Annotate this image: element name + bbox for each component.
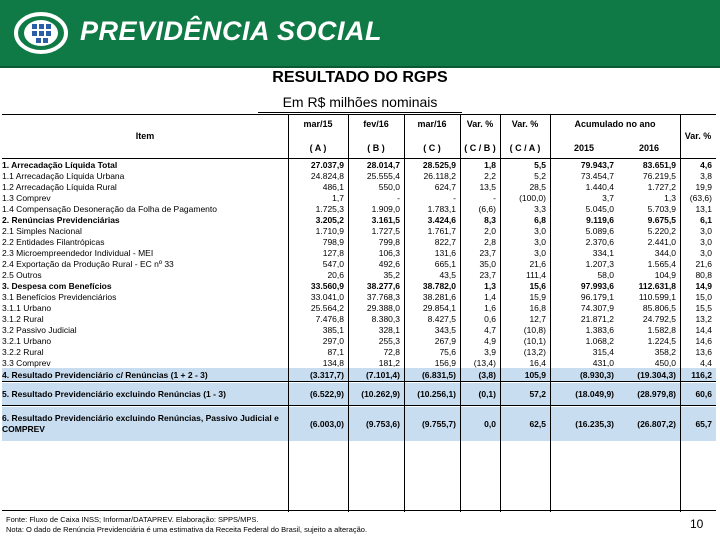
table-row xyxy=(2,383,716,405)
row-value: 37.768,3 xyxy=(366,291,400,302)
row-value: 1,3 xyxy=(664,192,676,203)
row-value: 97.993,6 xyxy=(580,280,614,291)
row-value: (6.831,5) xyxy=(421,369,456,380)
brand-name: PREVIDÊNCIA SOCIAL xyxy=(80,16,383,46)
row-value: (8.930,3) xyxy=(579,369,614,380)
row-value: 2,2 xyxy=(484,170,496,181)
row-value: 43,5 xyxy=(439,269,456,280)
row-value: 7.476,8 xyxy=(315,313,344,324)
row-value: 1.207,3 xyxy=(585,258,614,269)
row-label: 3.1 Benefícios Previdenciários xyxy=(2,291,117,302)
column-divider xyxy=(680,115,681,512)
column-divider xyxy=(460,115,461,512)
row-value: 3.424,6 xyxy=(427,214,456,225)
row-value: 1.909,0 xyxy=(371,203,400,214)
row-value: 5.089,6 xyxy=(585,225,614,236)
row-value: 15,9 xyxy=(529,291,546,302)
row-value: 1,8 xyxy=(484,159,496,170)
column-divider xyxy=(550,115,551,512)
row-value: 550,0 xyxy=(378,181,400,192)
row-value: 181,2 xyxy=(378,357,400,368)
row-value: 19,9 xyxy=(695,181,712,192)
row-value: 14,9 xyxy=(695,280,712,291)
row-value: 23,7 xyxy=(479,269,496,280)
header-banner xyxy=(0,0,720,66)
row-label: 2.5 Outros xyxy=(2,269,42,280)
row-label: 1.2 Arrecadação Líquida Rural xyxy=(2,181,117,192)
row-value: 26.118,2 xyxy=(423,170,456,181)
row-value: 3,0 xyxy=(534,225,546,236)
row-label: 4. Resultado Previdenciário c/ Renúncias (1 + 2 - 3) xyxy=(2,369,208,380)
header-cb: ( C / B ) xyxy=(464,143,496,153)
row-label: 1.3 Comprev xyxy=(2,192,51,203)
row-value: 6,8 xyxy=(534,214,546,225)
row-label: 3.3 Comprev xyxy=(2,357,51,368)
header-a: ( A ) xyxy=(309,143,327,153)
table-row xyxy=(2,335,716,346)
previdencia-logo-icon xyxy=(14,12,68,54)
row-value: 21.871,2 xyxy=(580,313,614,324)
row-value: 72,8 xyxy=(383,346,400,357)
row-value: 3,3 xyxy=(534,203,546,214)
header-2016: 2016 xyxy=(638,143,660,153)
header-item: Item xyxy=(135,131,155,141)
row-value: 131,6 xyxy=(434,247,456,258)
row-label: 2.1 Simples Nacional xyxy=(2,225,82,236)
table-header-row-2 xyxy=(2,139,716,157)
row-label: 2.4 Exportação da Produção Rural - EC nº 33 xyxy=(2,258,174,269)
row-value: 38.281,6 xyxy=(422,291,456,302)
row-value: 33.560,9 xyxy=(310,280,344,291)
row-value: 255,3 xyxy=(378,335,400,346)
row-value: 85.806,5 xyxy=(642,302,676,313)
section-divider xyxy=(2,405,716,406)
rgps-table xyxy=(2,114,716,511)
row-value: 8,3 xyxy=(484,214,496,225)
row-value: 8.380,3 xyxy=(371,313,400,324)
row-value: 65,7 xyxy=(695,419,712,429)
table-row xyxy=(2,181,716,192)
row-value: 1.783,1 xyxy=(427,203,456,214)
row-label: 2.2 Entidades Filantrópicas xyxy=(2,236,105,247)
page-subtitle: Em R$ milhões nominais xyxy=(282,94,438,110)
column-divider xyxy=(404,115,405,512)
row-value: 83.651,9 xyxy=(642,159,676,170)
row-value: 344,0 xyxy=(654,247,676,258)
row-value: 822,7 xyxy=(434,236,456,247)
row-value: 16,4 xyxy=(529,357,546,368)
header-mar16: mar/16 xyxy=(417,119,447,129)
header-b: ( B ) xyxy=(367,143,385,153)
table-row xyxy=(2,407,716,441)
row-value: 334,1 xyxy=(592,247,614,258)
table-row xyxy=(2,170,716,181)
row-value: 6,1 xyxy=(700,214,712,225)
table-row xyxy=(2,291,716,302)
row-value: 12,7 xyxy=(529,313,546,324)
row-value: 1.725,3 xyxy=(315,203,344,214)
row-value: 4,7 xyxy=(484,324,496,335)
row-value: 104,9 xyxy=(654,269,676,280)
row-value: 35,2 xyxy=(383,269,400,280)
row-value: 492,6 xyxy=(378,258,400,269)
row-value: 14,4 xyxy=(695,324,712,335)
row-value: 73.454,7 xyxy=(580,170,614,181)
row-value: 624,7 xyxy=(434,181,456,192)
row-value: 74.307,9 xyxy=(580,302,614,313)
footer-notes xyxy=(6,515,367,535)
row-value: 25.555,4 xyxy=(366,170,400,181)
row-value: (9.755,7) xyxy=(421,419,456,429)
row-value: 35,0 xyxy=(479,258,496,269)
header-mar15: mar/15 xyxy=(303,119,333,129)
row-value: 1.440,4 xyxy=(585,181,614,192)
row-value: 112.631,8 xyxy=(638,280,676,291)
row-value: 96.179,1 xyxy=(580,291,614,302)
row-value: 13,6 xyxy=(695,346,712,357)
row-value: 3,8 xyxy=(700,170,712,181)
row-value: (7.101,4) xyxy=(365,369,400,380)
row-value: (13,2) xyxy=(523,346,546,357)
row-label: 5. Resultado Previdenciário excluindo Renúncias (1 - 3) xyxy=(2,389,226,399)
row-value: (10.262,9) xyxy=(361,389,400,399)
column-divider xyxy=(500,115,501,512)
row-value: 1,7 xyxy=(332,192,344,203)
column-divider xyxy=(348,115,349,512)
table-row xyxy=(2,357,716,368)
row-value: (3.317,7) xyxy=(309,369,344,380)
row-value: 5.045,0 xyxy=(585,203,614,214)
row-value: 3,0 xyxy=(700,247,712,258)
row-value: (13,4) xyxy=(473,357,496,368)
row-value: (28.979,8) xyxy=(637,389,676,399)
row-value: 5,5 xyxy=(534,159,546,170)
row-value: (26.807,2) xyxy=(637,419,676,429)
row-value: 8.427,5 xyxy=(427,313,456,324)
row-value: (10.256,1) xyxy=(417,389,456,399)
row-value: 385,1 xyxy=(322,324,344,335)
table-row xyxy=(2,247,716,258)
row-value: (10,8) xyxy=(523,324,546,335)
row-value: 13,5 xyxy=(479,181,496,192)
row-value: 4,4 xyxy=(700,357,712,368)
row-value: 5.220,2 xyxy=(647,225,676,236)
table-row xyxy=(2,159,716,170)
header-var-cb: Var. % xyxy=(466,119,494,129)
row-value: 29.388,0 xyxy=(366,302,400,313)
row-value: 29.854,1 xyxy=(422,302,456,313)
row-value: 3,0 xyxy=(700,225,712,236)
row-value: 343,5 xyxy=(434,324,456,335)
row-value: 1.727,2 xyxy=(647,181,676,192)
row-value: 15,5 xyxy=(695,302,712,313)
header-var-ca: Var. % xyxy=(511,119,539,129)
row-value: (3,8) xyxy=(478,369,496,380)
row-value: 28.525,9 xyxy=(422,159,456,170)
row-value: 1,3 xyxy=(484,280,496,291)
row-value: 76.219,5 xyxy=(642,170,676,181)
row-value: 1.383,6 xyxy=(585,324,614,335)
row-value: 1.761,7 xyxy=(427,225,456,236)
row-value: 431,0 xyxy=(592,357,614,368)
row-label: 3.2.1 Urbano xyxy=(2,335,52,346)
row-value: 450,0 xyxy=(654,357,676,368)
row-value: (18.049,9) xyxy=(575,389,614,399)
row-value: 328,1 xyxy=(378,324,400,335)
row-value: 105,9 xyxy=(524,369,546,380)
row-value: 62,5 xyxy=(529,419,546,429)
row-value: 358,2 xyxy=(654,346,676,357)
row-value: (6.522,9) xyxy=(309,389,344,399)
table-row xyxy=(2,368,716,381)
table-row xyxy=(2,192,716,203)
table-row xyxy=(2,313,716,324)
row-value: 3.205,2 xyxy=(315,214,344,225)
row-value: 75,6 xyxy=(439,346,456,357)
row-value: 38.277,6 xyxy=(366,280,400,291)
row-value: 24.824,8 xyxy=(310,170,344,181)
row-value: 80,8 xyxy=(695,269,712,280)
row-value: 0,6 xyxy=(484,313,496,324)
row-value: 798,9 xyxy=(322,236,344,247)
row-value: 1.582,8 xyxy=(647,324,676,335)
row-value: 9.119,6 xyxy=(586,214,614,225)
row-value: 2.441,0 xyxy=(647,236,676,247)
row-value: 3,7 xyxy=(602,192,614,203)
row-value: 13,2 xyxy=(695,313,712,324)
row-value: 134,8 xyxy=(322,357,344,368)
row-value: 1.710,9 xyxy=(315,225,344,236)
table-row xyxy=(2,236,716,247)
row-value: (0,1) xyxy=(478,389,496,399)
row-value: 87,1 xyxy=(327,346,344,357)
row-value: 3.161,5 xyxy=(371,214,400,225)
row-value: 4,9 xyxy=(484,335,496,346)
table-row xyxy=(2,280,716,291)
row-value: 14,6 xyxy=(695,335,712,346)
row-value: 4,6 xyxy=(700,159,712,170)
table-row xyxy=(2,258,716,269)
table-row xyxy=(2,324,716,335)
row-label: 2. Renúncias Previdenciárias xyxy=(2,214,120,225)
row-value: 547,0 xyxy=(322,258,344,269)
header-c: ( C ) xyxy=(423,143,441,153)
row-value: - xyxy=(397,192,400,203)
row-value: 2,8 xyxy=(484,236,496,247)
row-value: 24.792,5 xyxy=(642,313,676,324)
row-value: 116,2 xyxy=(691,369,712,380)
row-value: 1.565,4 xyxy=(647,258,676,269)
header-var-acc: Var. % xyxy=(684,131,712,141)
table-row xyxy=(2,269,716,280)
row-value: 28.014,7 xyxy=(366,159,400,170)
table-row xyxy=(2,214,716,225)
header-fev16: fev/16 xyxy=(363,119,389,129)
row-value: 1.727,5 xyxy=(371,225,400,236)
table-row xyxy=(2,346,716,357)
section-divider xyxy=(2,381,716,382)
row-value: 20,6 xyxy=(327,269,344,280)
row-value: 106,3 xyxy=(378,247,400,258)
row-value: 5.703,9 xyxy=(647,203,676,214)
row-value: 33.041,0 xyxy=(310,291,344,302)
row-value: (10,1) xyxy=(523,335,546,346)
row-value: 3,0 xyxy=(534,247,546,258)
row-value: 21,6 xyxy=(529,258,546,269)
row-value: 315,4 xyxy=(592,346,614,357)
row-value: (16.235,3) xyxy=(575,419,614,429)
header-accumulated: Acumulado no ano xyxy=(574,119,656,129)
row-value: 60,6 xyxy=(695,389,712,399)
subtitle-underline xyxy=(258,112,462,113)
row-value: 486,1 xyxy=(322,181,344,192)
row-label: 3.2.2 Rural xyxy=(2,346,44,357)
row-value: - xyxy=(453,192,456,203)
row-value: 127,8 xyxy=(322,247,344,258)
row-value: 1.068,2 xyxy=(585,335,614,346)
row-value: (63,6) xyxy=(689,192,712,203)
row-value: 110.599,1 xyxy=(638,291,676,302)
row-value: 79.943,7 xyxy=(580,159,614,170)
page-title: RESULTADO DO RGPS xyxy=(272,69,448,86)
row-value: 15,0 xyxy=(695,291,712,302)
row-value: 57,2 xyxy=(529,389,546,399)
row-value: (6.003,0) xyxy=(309,419,344,429)
column-divider xyxy=(288,115,289,512)
row-value: 28,5 xyxy=(529,181,546,192)
row-label: 1. Arrecadação Líquida Total xyxy=(2,159,118,170)
row-label: 3.2 Passivo Judicial xyxy=(2,324,77,335)
table-row xyxy=(2,203,716,214)
row-value: 2,0 xyxy=(484,225,496,236)
row-value: 1.224,5 xyxy=(647,335,676,346)
row-value: 5,2 xyxy=(534,170,546,181)
row-value: 3,9 xyxy=(484,346,496,357)
row-value: 23,7 xyxy=(479,247,496,258)
row-value: 665,1 xyxy=(434,258,456,269)
row-label: 3. Despesa com Benefícios xyxy=(2,280,112,291)
row-value: 13,1 xyxy=(695,203,712,214)
row-value: (6,6) xyxy=(478,203,496,214)
row-value: 1,4 xyxy=(484,291,496,302)
row-value: 25.564,2 xyxy=(310,302,344,313)
row-value: 21,6 xyxy=(695,258,712,269)
row-value: 38.782,0 xyxy=(422,280,456,291)
row-value: 3,0 xyxy=(534,236,546,247)
footer-note: Nota: O dado de Renúncia Previdenciária é uma estimativa da Receita Federal do Brasil, sujeito a alteração. xyxy=(6,525,368,534)
row-label: 6. Resultado Previdenciário excluindo Renúncias, Passivo Judicial e COMPREV xyxy=(2,413,279,434)
row-label: 1.4 Compensação Desoneração da Folha de Pagamento xyxy=(2,203,218,214)
row-value: 16,8 xyxy=(529,302,546,313)
row-value: 267,9 xyxy=(434,335,456,346)
row-value: 58,0 xyxy=(597,269,614,280)
banner-divider xyxy=(0,66,720,68)
row-value: 9.675,5 xyxy=(647,214,676,225)
row-value: 111,4 xyxy=(525,269,546,280)
row-value: 799,8 xyxy=(378,236,400,247)
row-label: 1.1 Arrecadação Líquida Urbana xyxy=(2,170,125,181)
table-row xyxy=(2,225,716,236)
row-value: 0,0 xyxy=(484,419,496,429)
row-value: 297,0 xyxy=(322,335,344,346)
row-value: 156,9 xyxy=(434,357,456,368)
footer-source: Fonte: Fluxo de Caixa INSS; Informar/DATAPREV. Elaboração: SPPS/MPS. xyxy=(6,515,259,524)
row-value: 27.037,9 xyxy=(310,159,344,170)
row-label: 3.1.1 Urbano xyxy=(2,302,52,313)
header-ca: ( C / A ) xyxy=(509,143,541,153)
row-value: (100,0) xyxy=(519,192,546,203)
row-value: 2.370,6 xyxy=(585,236,614,247)
row-label: 2.3 Microempreendedor Individual - MEI xyxy=(2,247,154,258)
row-label: 3.1.2 Rural xyxy=(2,313,44,324)
row-value: (19.304,3) xyxy=(637,369,676,380)
row-value: 3,0 xyxy=(700,236,712,247)
row-value: - xyxy=(493,192,496,203)
row-value: 15,6 xyxy=(529,280,546,291)
header-2015: 2015 xyxy=(573,143,595,153)
page-number: 10 xyxy=(690,517,704,531)
table-row xyxy=(2,302,716,313)
row-value: 1,6 xyxy=(484,302,496,313)
row-value: (9.753,6) xyxy=(365,419,400,429)
